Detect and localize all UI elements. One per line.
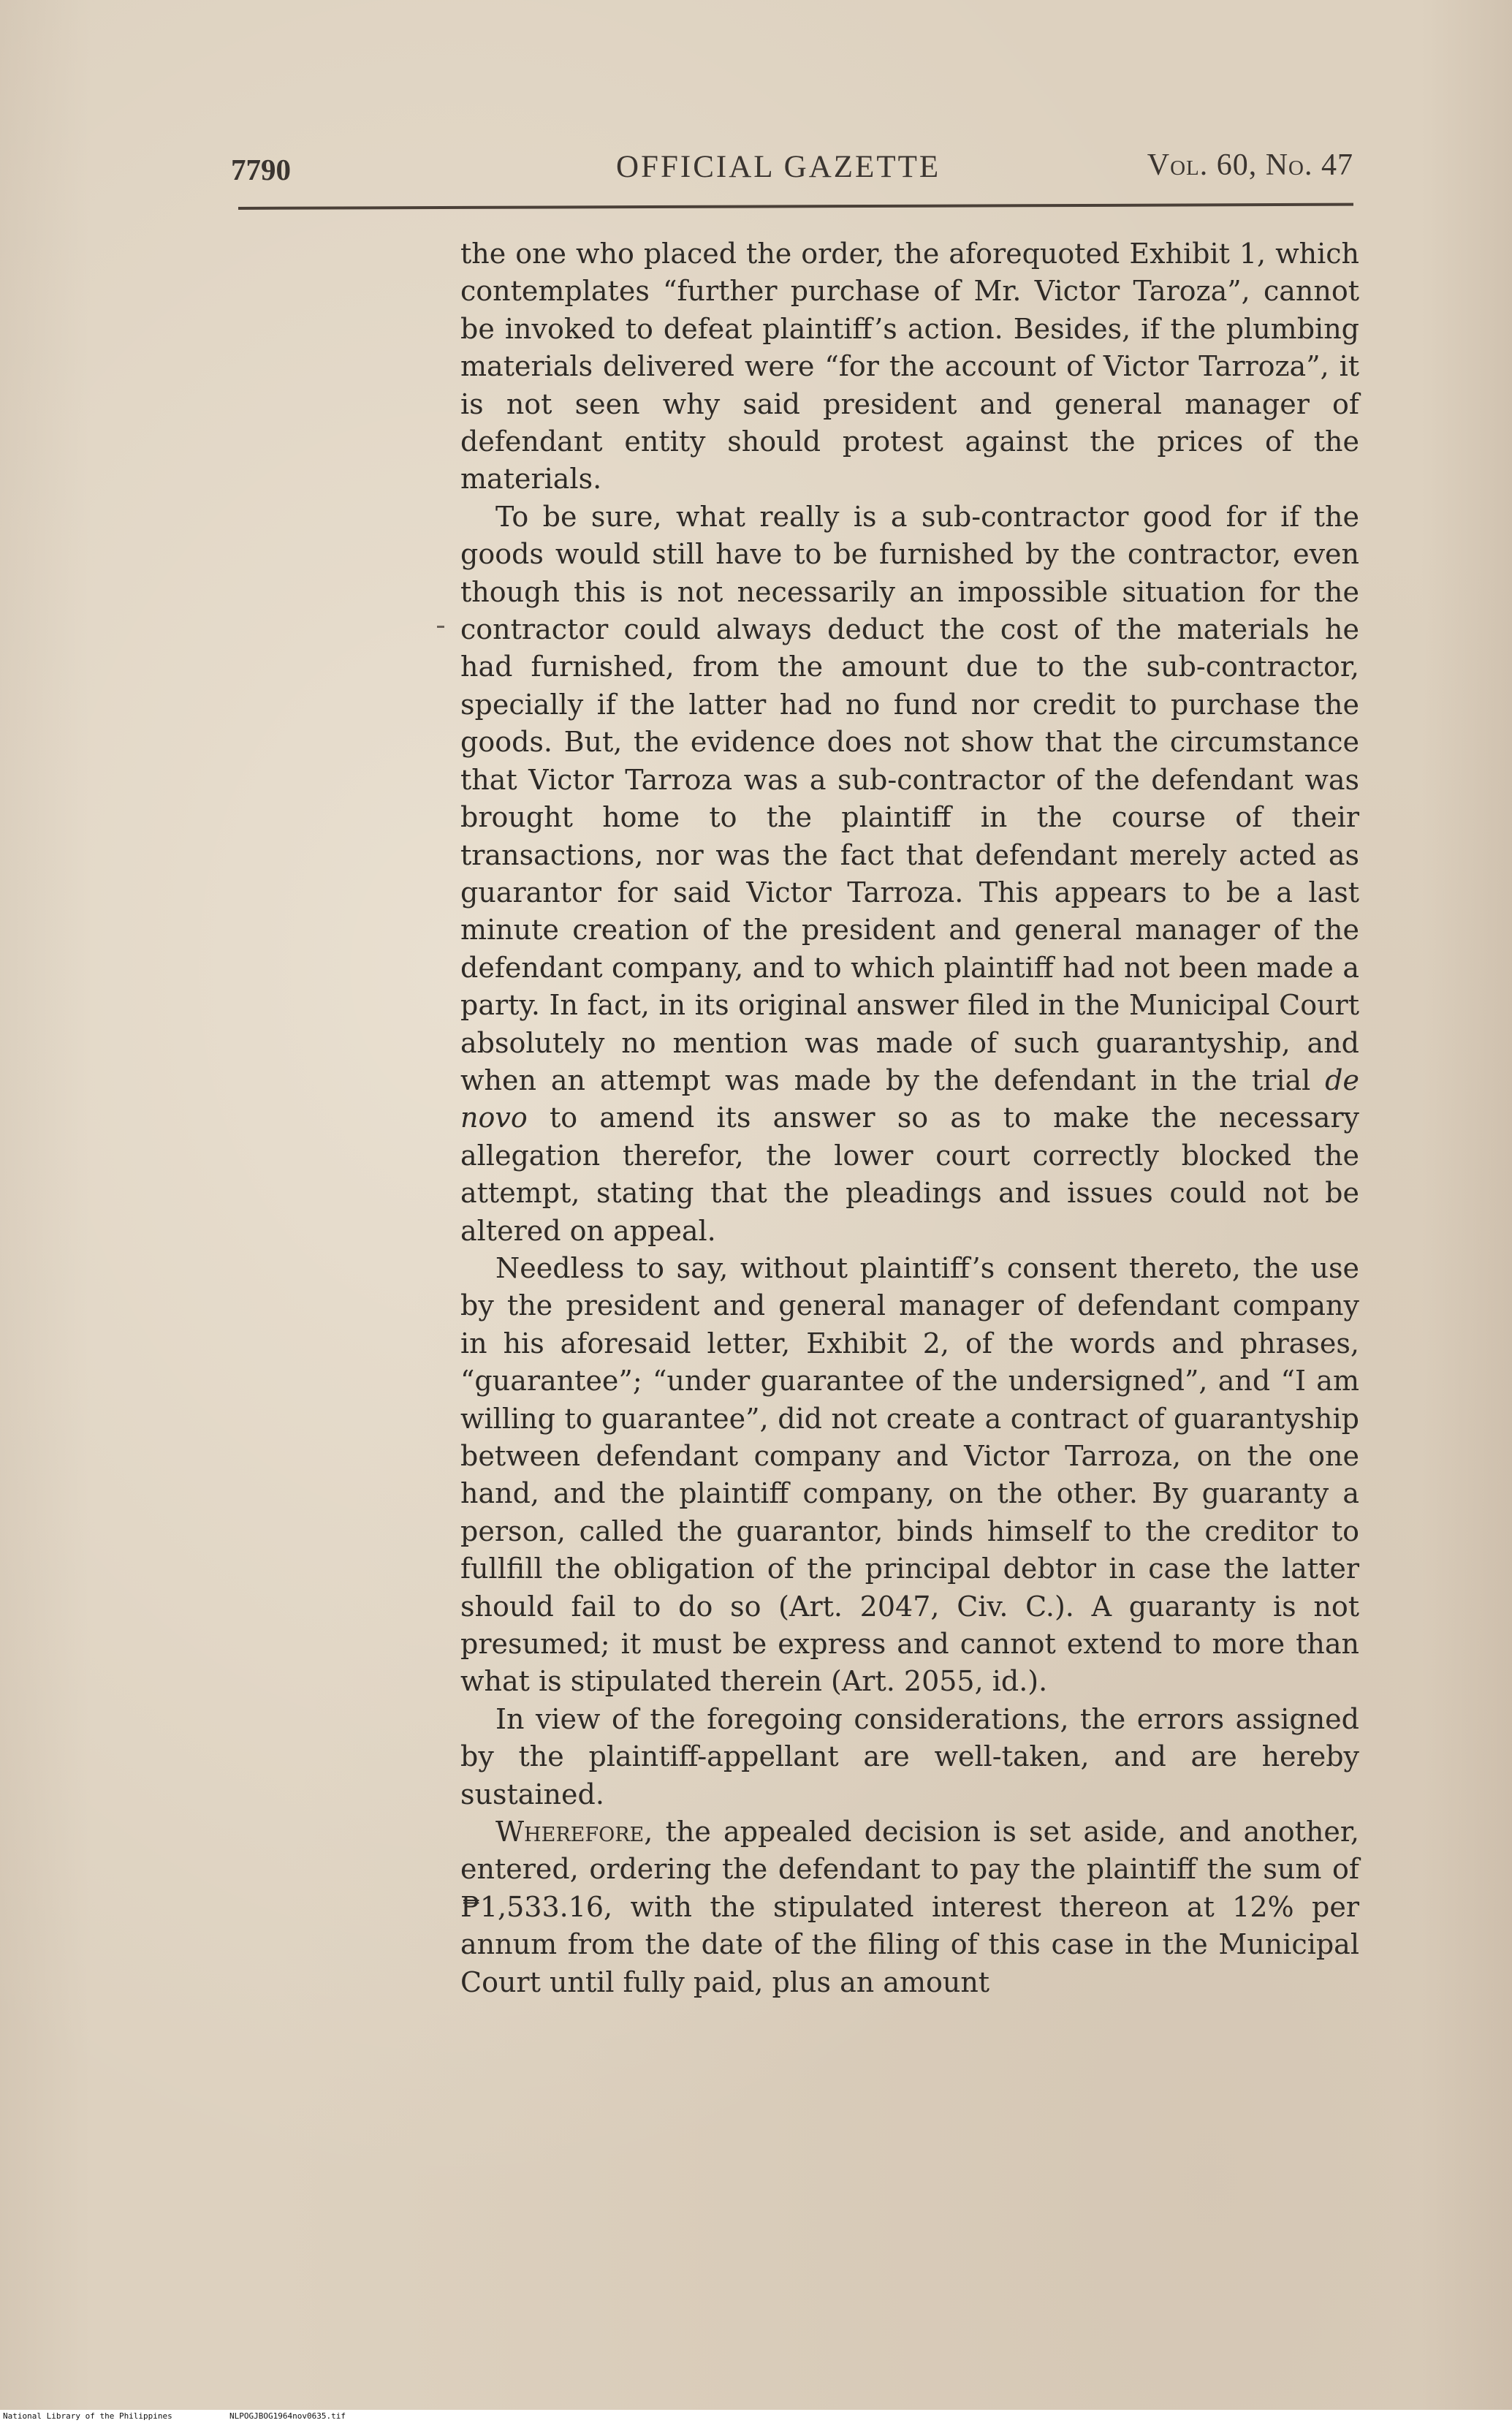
volume-issue: Vol. 60, No. 47 [1147, 148, 1353, 182]
paragraph-1: the one who placed the order, the aforequoted Exhibit 1, which contemplates “further purchase of Mr. Victor Taroza”, cannot be invoked to defeat plaintiff’s action. Besides, if the plumbing materials delivered were “for the account of Victor Tarroza”, it is not seen why said president and general manager of defendant entity should protest against the prices of the materials. [460, 238, 1359, 496]
wherefore-lead: Wherefore, [495, 1816, 653, 1848]
paragraph-5-text: the appealed decision is set aside, and another, entered, ordering the defendant to pay the plaintiff the sum of ₱1,533.16, with the stipulated interest thereon at 12% per annum from the date of the filing of this case in the Municipal Court until fully paid, plus an amount [460, 1816, 1359, 1998]
paragraph-2-text-b: to amend its answer so as to make the necessary allegation therefor, the lower court correctly blocked the attempt, stating that the pleadings and issues could not be altered on appeal. [460, 1101, 1359, 1247]
scan-footer [0, 2410, 1512, 2423]
decision-text [460, 235, 1359, 2001]
header-rule [238, 203, 1353, 210]
footer-filename: NLPOGJBOG1964nov0635.tif [229, 2411, 346, 2421]
paragraph-3: Needless to say, without plaintiff’s consent thereto, the use by the president and general manager of defendant company in his aforesaid letter, Exhibit 2, of the words and phrases, “guarantee”; “under guarantee of the undersigned”, and “I am willing to guarantee”, did not create a contract of guarantyship between defendant company and Victor Tarroza, on the one hand, and the plaintiff company, on the other. By guaranty a person, called the guarantor, binds himself to the creditor to fullfill the obligation of the principal debtor in case the latter should fail to do so (Art. 2047, Civ. C.). A guaranty is not presumed; it must be express and cannot extend to more than what is stipulated therein (Art. 2055, id.). [460, 1251, 1359, 1698]
paragraph-5 [460, 1813, 1359, 2001]
publication-title: OFFICIAL GAZETTE [616, 150, 941, 184]
paragraph-2 [460, 498, 1359, 1250]
page-number: 7790 [231, 153, 291, 186]
paragraph-2-italic-term: de novo [460, 1063, 1359, 1134]
page-header [231, 145, 1353, 196]
paragraph-2-text-a: To be sure, what really is a sub-contractor good for if the goods would still have to be furnished by the contractor, even though this is not necessarily an impossible situation for the contractor could always deduct the cost of the materials he had furnished, from the amount due to the sub-contractor, specially if the latter had no fund nor credit to purchase the goods. But, the evidence does not show that the circumstance that Victor Tarroza was a sub-contractor of the defendant was brought home to the plaintiff in the course of their transactions, nor was the fact that defendant merely acted as guarantor for said Victor Tarroza. This appears to be a last minute creation of the president and general manager of the defendant company, and to which plaintiff had not been made a party. In fact, in its original answer filed in the Municipal Court absolutely no mention was made of such guarantyship, and when an attempt was made by the defendant in the trial [460, 500, 1359, 1096]
footer-library: National Library of the Philippines [3, 2411, 172, 2421]
paragraph-4: In view of the foregoing considerations, the errors assigned by the plaintiff-appellant are well-taken, and are hereby sustained. [460, 1702, 1359, 1810]
margin-mark [437, 626, 444, 628]
